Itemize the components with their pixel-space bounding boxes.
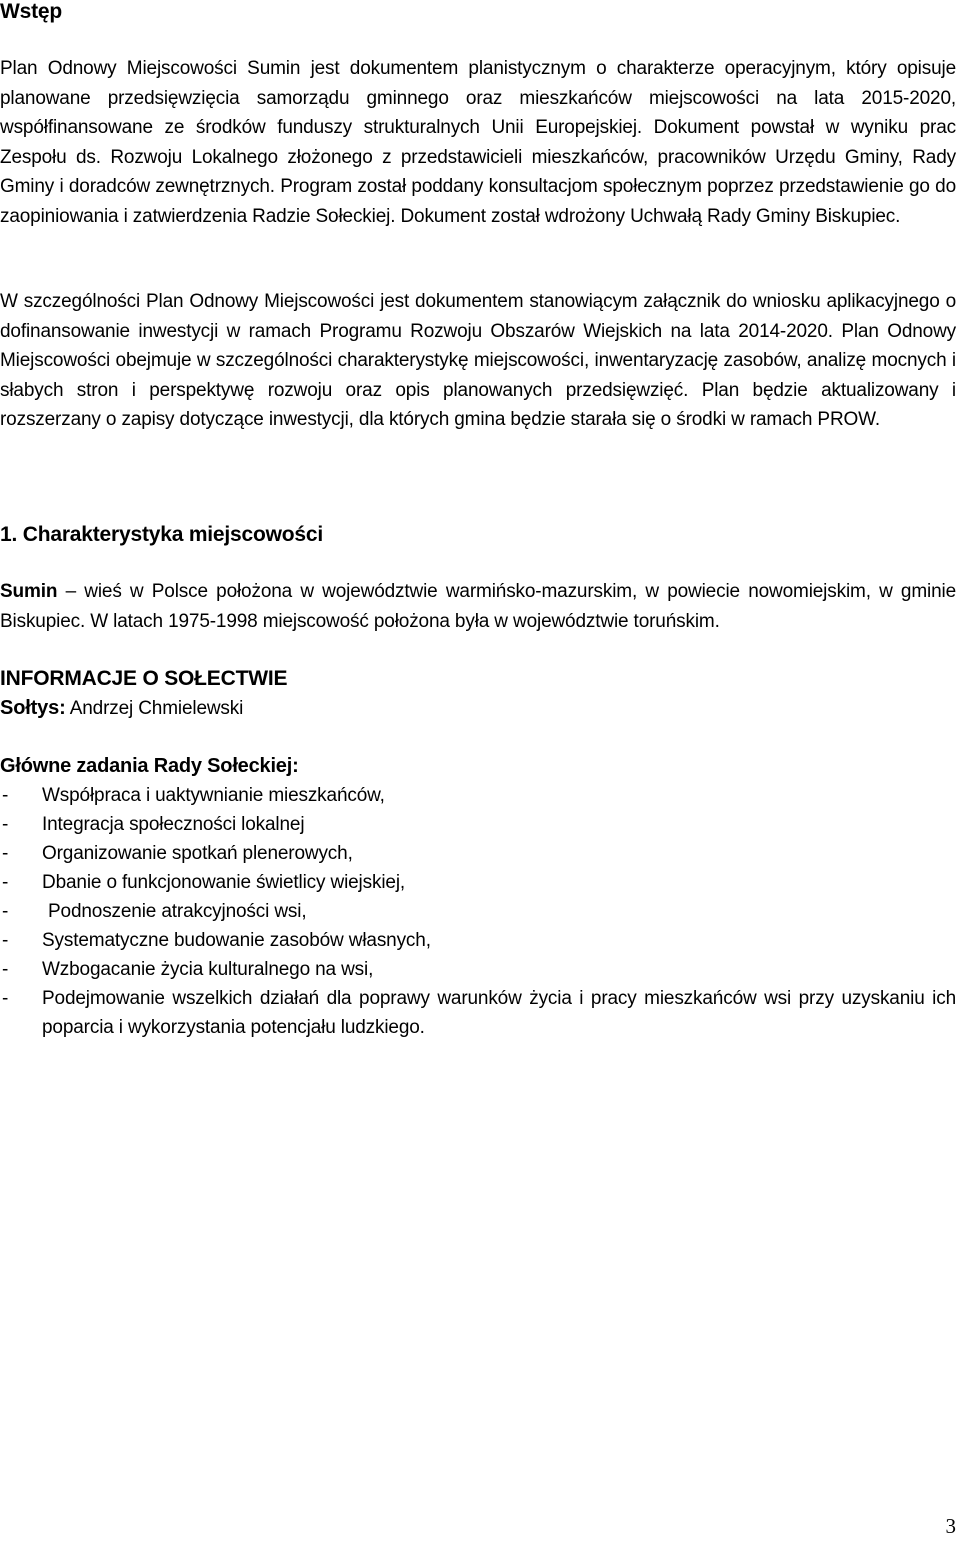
council-tasks-title: Główne zadania Rady Sołeckiej: bbox=[0, 755, 299, 777]
list-dash: - bbox=[2, 959, 9, 980]
list-item: - Organizowanie spotkań plenerowych, bbox=[0, 839, 956, 868]
list-item: - Współpraca i uaktywnianie mieszkańców, bbox=[0, 781, 956, 810]
page-number: 3 bbox=[945, 1514, 956, 1538]
intro-paragraph-2: W szczególności Plan Odnowy Miejscowości jest dokumentem stanowiącym załącznik do wniosku aplikacyjnego o dofinansowanie inwestycji w ramach Programu Rozwoju Obszarów Wiejskich na lata 2014-2020. Plan Odnowy Miejscowości obejmuje w szczególności charakterystykę miejscowości, inwentaryzację zasobów, analizę mocnych i słabych stron i perspektywę rozwoju oraz opis planowanych przedsięwzięć. Plan będzie aktualizowany i rozszerzany o zapisy dotyczące inwestycji, dla których gmina będzie starała się o środki w ramach PROW. bbox=[0, 291, 956, 430]
list-item: - Podejmowanie wszelkich działań dla poprawy warunków życia i pracy mieszkańców wsi przy uzyskaniu ich poparcia i wykorzystania potencjału ludzkiego. bbox=[0, 984, 956, 1042]
section-1-title: 1. Charakterystyka miejscowości bbox=[0, 523, 323, 546]
village-info-title: INFORMACJE O SOŁECTWIE bbox=[0, 667, 288, 690]
list-dash: - bbox=[2, 785, 9, 806]
list-dash: - bbox=[2, 988, 9, 1009]
list-dash: - bbox=[2, 843, 9, 864]
soltys-line bbox=[0, 694, 243, 723]
list-item: - Integracja społeczności lokalnej bbox=[0, 810, 956, 839]
council-tasks-list bbox=[0, 781, 956, 1042]
intro-paragraph-1: Plan Odnowy Miejscowości Sumin jest dokumentem planistycznym o charakterze operacyjnym, który opisuje planowane przedsięwzięcia samorządu gminnego oraz mieszkańców miejscowości na lata 2015-2020, współfinansowane ze środków funduszy strukturalnych Unii Europejskiej. Dokument powstał w wyniku prac Zespołu ds. Rozwoju Lokalnego złożonego z przedstawicieli mieszkańców, pracowników Urzędu Gminy, Rady Gminy i doradców zewnętrznych. Program został poddany konsultacjom społecznym poprzez przedstawienie go do zaopiniowania i zatwierdzenia Radzie Sołeckiej. Dokument został wdrożony Uchwałą Rady Gminy Biskupiec. bbox=[0, 58, 956, 227]
list-dash: - bbox=[2, 872, 9, 893]
section-1-description bbox=[0, 577, 956, 636]
list-dash: - bbox=[2, 901, 9, 922]
list-dash: - bbox=[2, 930, 9, 951]
intro-heading: Wstęp bbox=[0, 0, 63, 23]
list-item: - Systematyczne budowanie zasobów własnych, bbox=[0, 926, 956, 955]
list-item: - Dbanie o funkcjonowanie świetlicy wiejskiej, bbox=[0, 868, 956, 897]
soltys-label: Sołtys: bbox=[0, 697, 66, 719]
place-name: Sumin bbox=[0, 581, 58, 602]
list-dash: - bbox=[2, 814, 9, 835]
place-description: – wieś w Polsce położona w województwie warmińsko-mazurskim, w powiecie nowomiejskim, w gminie Biskupiec. W latach 1975-1998 miejscowość położona była w województwie toruńskim. bbox=[0, 581, 956, 632]
soltys-name: Andrzej Chmielewski bbox=[65, 698, 244, 719]
list-item: - Wzbogacanie życia kulturalnego na wsi, bbox=[0, 955, 956, 984]
list-item: - Podnoszenie atrakcyjności wsi, bbox=[0, 897, 956, 926]
